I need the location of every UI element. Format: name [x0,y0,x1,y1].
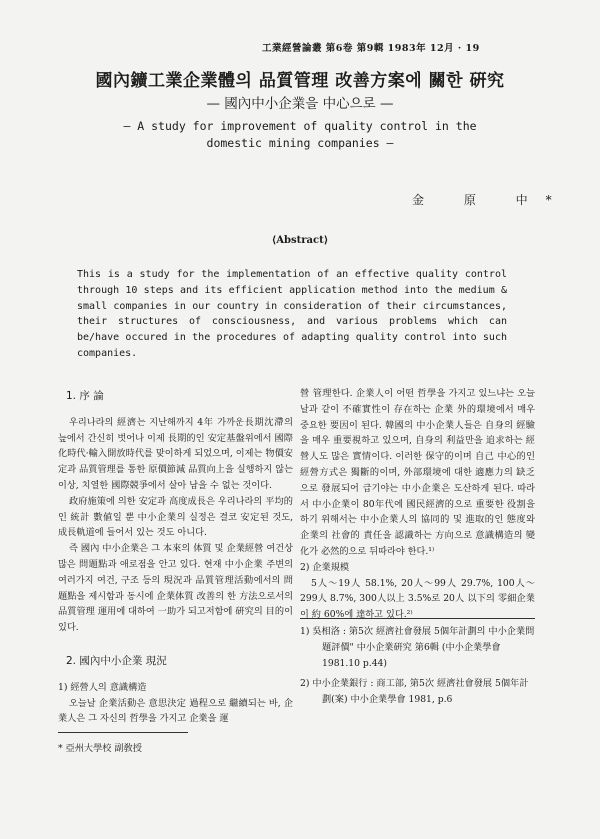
author: 金 原 中* [412,193,570,207]
footnote: 1) 吳相洛 : 第5次 經濟社會發展 5個年計劃의 中小企業問題評價" 中小企業硏究 第6輯 (中小企業學會 1981.10 p.44) [300,626,535,669]
paragraph: 政府施策에 의한 安定과 高度成長은 우리나라의 平均的인 統計 數値일 뿐 中小企業의 실정은 결코 安定된 것도, 成長軌道에 들어서 있는 것도 아니다. [58,495,293,539]
paragraph: 우리나라의 經濟는 지난해까지 4年 가까운長期沈滯의 늪에서 간신히 벗어나 이제 長期的인 安定基盤위에서 國際化時代·輸入開放時代를 맞이하게 되었으며, 이제는 物價安定과 品質管理를 통한 原價節減 品質向上을 실행하지 않는 이상, 치열한 國際競爭에서 살아 남을 수 없는 것이다. [58,416,293,491]
paragraph: 營 管理한다. 企業人이 어떤 哲學을 가지고 있느냐는 오늘날과 같이 不確實性이 存在하는 企業 外的環境에서 매우 중요한 要因이 된다. 韓國의 中小企業人들은 自身의 經驗을 매우 重要視하고 있으며, 自身의 利益만을 追求하는 經營人도 많은 實情이다. 이러한 保守的이며 自己 中心的인 經營方式은 獨斷的이며, 外部環境에 대한 適應力의 缺乏으로 發展되어 급기야는 中小企業은 도산하게 된다. 따라서 中小企業이 80年代에 國民經濟的으로 重要한 役割을 하기 위해서는 中小企業人의 協同的 및 進取的인 態度와 企業의 社會的 責任을 認識하는 方向으로 意識構造의 變化가 必然的으로 뒤따라야 한다.¹⁾ [300,388,535,557]
paper-subtitle: — 國內中小企業을 中心으로 — [206,96,394,112]
paper-title: 國內鑛工業企業體의 品質管理 改善方案에 關한 硏究 [95,71,505,91]
footnotes [300,624,535,712]
section-1-heading: 1. 序 論 [66,390,104,402]
journal-header: 工業經營論叢 第6卷 第9輯 1983年 12月 · 19 [262,43,480,54]
subsection-heading: 2) 企業規模 [300,561,350,573]
abstract-text: This is a study for the implementation of an effective quality control through 10 steps and its efficient application method into the medium & small companies in our country in consideration of their circumstances, their structures of consciousness, and various problems which can be/have occured in the procedures of adapting quality control into such companies. [77,269,507,359]
english-title [40,118,560,152]
affiliation-divider [58,732,188,733]
english-title-line2: domestic mining companies — [206,136,394,150]
subsection-heading: 1) 經營人의 意識構造 [58,681,147,693]
right-column [300,386,535,623]
abstract-label: ⟨Abstract⟩ [271,235,329,246]
author-affiliation: * 亞州大學校 副敎授 [58,743,142,754]
section-2-heading: 2. 國內中小企業 現況 [66,654,167,667]
english-title-line1: — A study for improvement of quality control in the [123,119,477,133]
footnote: 2) 中小企業銀行 : 商工部, 第5次 經濟社會發展 5個年計劃(案) 中小企業學會 1981, p.6 [300,678,529,705]
paragraph: 5人～19人 58.1%, 20人～99人 29.7%, 100人～299人 8.7%, 300人以上 3.5%로 20人 以下의 零細企業이 約 60%에 達하고 있다.²⁾ [300,577,535,621]
paragraph: 즉 國內 中小企業은 그 本來의 体質 및 企業經營 여건상 많은 問題點과 애로점을 안고 있다. 현재 中小企業 주변의 여러가지 여건, 구조 등의 現況과 品質管理活動에서의 問題點을 제시함과 동시에 企業体質 改善의 한 方法으로서의 品質管理 運用에 대하여 一助가 되고저함에 硏究의 目的이 있다. [58,543,293,634]
footnote-divider [300,618,535,619]
paragraph: 오늘날 企業活動은 意思決定 過程으로 繼續되는 바, 企業人은 그 자신의 哲學을 가지고 企業을 運 [58,697,293,725]
left-column [58,389,293,727]
